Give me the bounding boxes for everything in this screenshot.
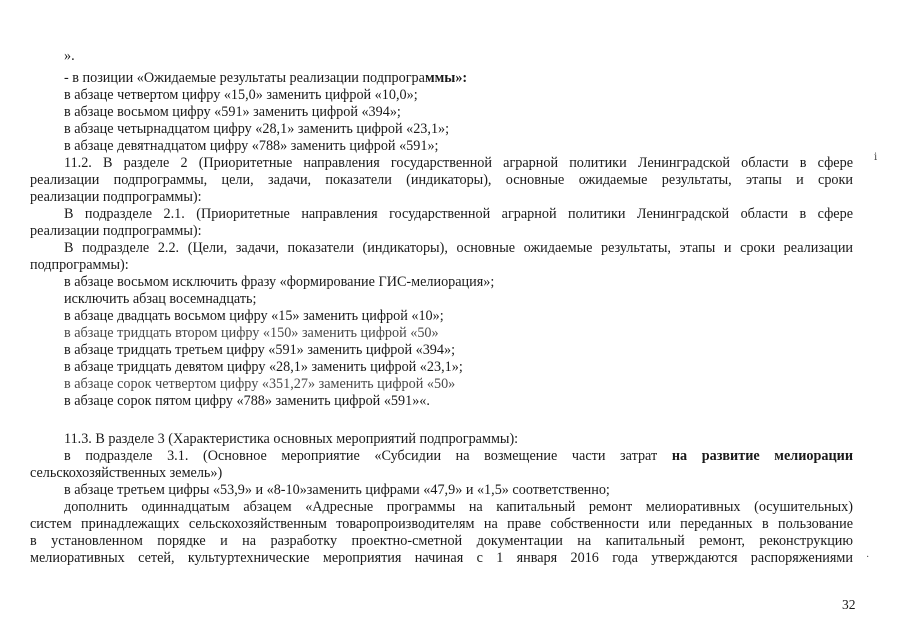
text-line: в абзаце восьмом цифру «591» заменить цифрой «394»; (64, 104, 401, 120)
page-number: 32 (842, 597, 856, 612)
text-line (64, 448, 853, 465)
text-span-bold: на развитие мелиорации (671, 448, 853, 464)
text-line: в абзаце третьем цифры «53,9» и «8-10»заменить цифрами «47,9» и «1,5» соответственно; (64, 482, 610, 498)
text-line: в абзаце тридцать девятом цифру «28,1» заменить цифрой «23,1»; (64, 359, 463, 375)
text-line: реализации подпрограммы, цели, задачи, показатели (индикаторы), основные ожидаемые результаты, этапы и сроки (30, 172, 853, 188)
text-line: в абзаце четвертом цифру «15,0» заменить цифрой «10,0»; (64, 87, 418, 103)
text-line: в абзаце тридцать втором цифру «150» заменить цифрой «50» (64, 325, 439, 341)
text-span-bold: ммы»: (424, 70, 468, 86)
text-line: дополнить одиннадцатым абзацем «Адресные программы на капитальный ремонт мелиоративных (осушительных) (64, 499, 853, 515)
text-line: ». (64, 48, 75, 64)
text-line: исключить абзац восемнадцать; (64, 291, 257, 307)
text-line: в абзаце девятнадцатом цифру «788» заменить цифрой «591»; (64, 138, 439, 154)
text-span: в подразделе 3.1. (Основное мероприятие «Субсидии на возмещение части затрат (64, 448, 672, 464)
text-line: в абзаце тридцать третьем цифру «591» заменить цифрой «394»; (64, 342, 456, 358)
text-line: реализации подпрограммы): (30, 189, 202, 205)
text-line: в абзаце четырнадцатом цифру «28,1» заменить цифрой «23,1»; (64, 121, 450, 137)
text-line: сельскохозяйственных земель») (30, 465, 223, 481)
text-line: в установленном порядке и на разработку проектно-сметной документации на капитальный ремонт, реконструкцию (30, 533, 853, 549)
text-line: В подразделе 2.2. (Цели, задачи, показатели (индикаторы), основные ожидаемые результаты, этапы и сроки реализации (64, 240, 853, 256)
text-line: в абзаце сорок четвертом цифру «351,27» заменить цифрой «50» (64, 376, 456, 392)
text-line (64, 70, 467, 87)
text-line: мелиоративных сетей, культуртехнические мероприятия начиная с 1 января 2016 года утверждаются распоряжениями (30, 550, 853, 566)
text-line: в абзаце сорок пятом цифру «788» заменить цифрой «591»«. (64, 393, 430, 409)
text-span: - в позиции «Ожидаемые результаты реализации подпрогра (64, 70, 425, 86)
text-line: В подразделе 2.1. (Приоритетные направления государственной аграрной политики Ленинградской области в сфере (64, 206, 853, 222)
scan-speck: ⅰ (874, 152, 878, 163)
text-line: в абзаце восьмом исключить фразу «формирование ГИС-мелиорация»; (64, 274, 495, 290)
text-line: систем принадлежащих сельскохозяйственным товаропроизводителям на праве собственности или переданных в пользование (30, 516, 853, 532)
text-line: в абзаце двадцать восьмом цифру «15» заменить цифрой «10»; (64, 308, 444, 324)
scan-speck: · (866, 552, 870, 563)
text-line: подпрограммы): (30, 257, 129, 273)
text-line: 11.3. В разделе 3 (Характеристика основных мероприятий подпрограммы): (64, 431, 519, 447)
text-line: 11.2. В разделе 2 (Приоритетные направления государственной аграрной политики Ленинградской области в сфере (64, 155, 853, 171)
text-line: реализации подпрограммы): (30, 223, 202, 239)
